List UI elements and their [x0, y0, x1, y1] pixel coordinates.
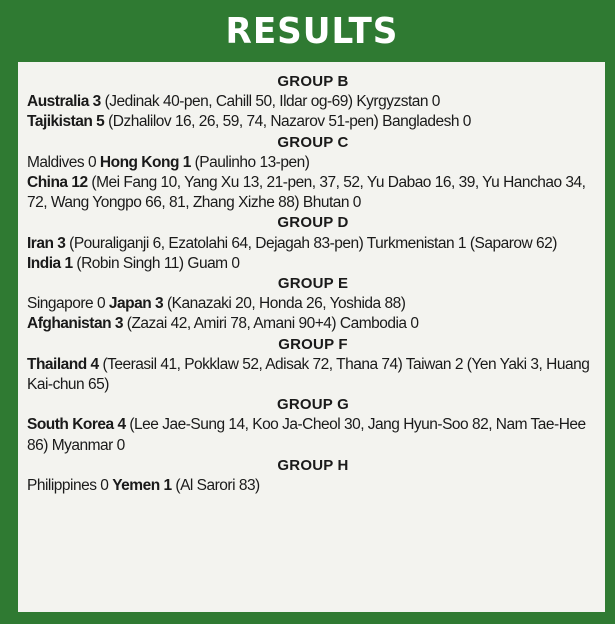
match-result: Singapore 0 Japan 3 (Kanazaki 20, Honda 26, Yoshida 88) [27, 295, 406, 313]
match-result: Philippines 0 Yemen 1 (Al Sarori 83) [27, 477, 260, 495]
winning-team: Hong Kong 1 [99, 153, 191, 171]
winning-team: China 12 [27, 174, 88, 192]
results-title: RESULTS [225, 10, 398, 52]
group-heading: GROUP C [277, 133, 349, 151]
group-b-section [27, 72, 599, 133]
group-e-section [27, 274, 599, 335]
match-result: South Korea 4 (Lee Jae-Sung 14, Koo Ja-Cheol 30, Jang Hyun-Soo 82, Nam Tae-Hee 86) Myanmar 0 [27, 416, 586, 454]
match-result: China 12 (Mei Fang 10, Yang Xu 13, 21-pen, 37, 52, Yu Dabao 16, 39, Yu Hanchao 34, 72, Wang Yongpo 66, 81, Zhang Xizhe 88) Bhutan 0 [27, 174, 586, 212]
group-heading: GROUP H [277, 456, 349, 474]
group-heading: GROUP E [277, 275, 349, 293]
group-heading: GROUP B [277, 73, 349, 90]
group-h-section [27, 456, 599, 496]
group-f-section [27, 335, 599, 396]
match-result: Maldives 0 Hong Kong 1 (Paulinho 13-pen) [27, 153, 310, 171]
group-d-section [27, 213, 599, 274]
winning-team: Yemen 1 [112, 477, 172, 495]
group-heading: GROUP D [277, 214, 349, 232]
group-c-section [27, 133, 599, 214]
winning-team: Tajikistan 5 [27, 113, 105, 131]
winning-team: Afghanistan 3 [27, 315, 123, 333]
winning-team: Japan 3 [108, 295, 164, 313]
group-g-section [27, 395, 599, 456]
winning-team: India 1 [27, 254, 73, 272]
match-result: Iran 3 (Pouraliganji 6, Ezatolahi 64, Dejagah 83-pen) Turkmenistan 1 (Saparow 62) [27, 234, 557, 252]
results-header [18, 0, 605, 62]
match-result: India 1 (Robin Singh 11) Guam 0 [27, 254, 240, 272]
winning-team: Australia 3 [27, 93, 101, 111]
results-content [27, 72, 599, 496]
group-heading: GROUP F [278, 335, 348, 353]
match-result: Thailand 4 (Teerasil 41, Pokklaw 52, Adisak 72, Thana 74) Taiwan 2 (Yen Yaki 3, Huang Kai-chun 65) [27, 355, 590, 394]
winning-team: Iran 3 [27, 234, 66, 252]
match-result: Australia 3 (Jedinak 40-pen, Cahill 50, Ildar og-69) Kyrgyzstan 0 [27, 93, 440, 111]
match-result: Afghanistan 3 (Zazai 42, Amiri 78, Amani 90+4) Cambodia 0 [27, 315, 419, 333]
group-heading: GROUP G [277, 396, 349, 414]
match-result: Tajikistan 5 (Dzhalilov 16, 26, 59, 74, Nazarov 51-pen) Bangladesh 0 [27, 113, 471, 131]
winning-team: South Korea 4 [27, 416, 126, 434]
winning-team: Thailand 4 [27, 355, 99, 373]
